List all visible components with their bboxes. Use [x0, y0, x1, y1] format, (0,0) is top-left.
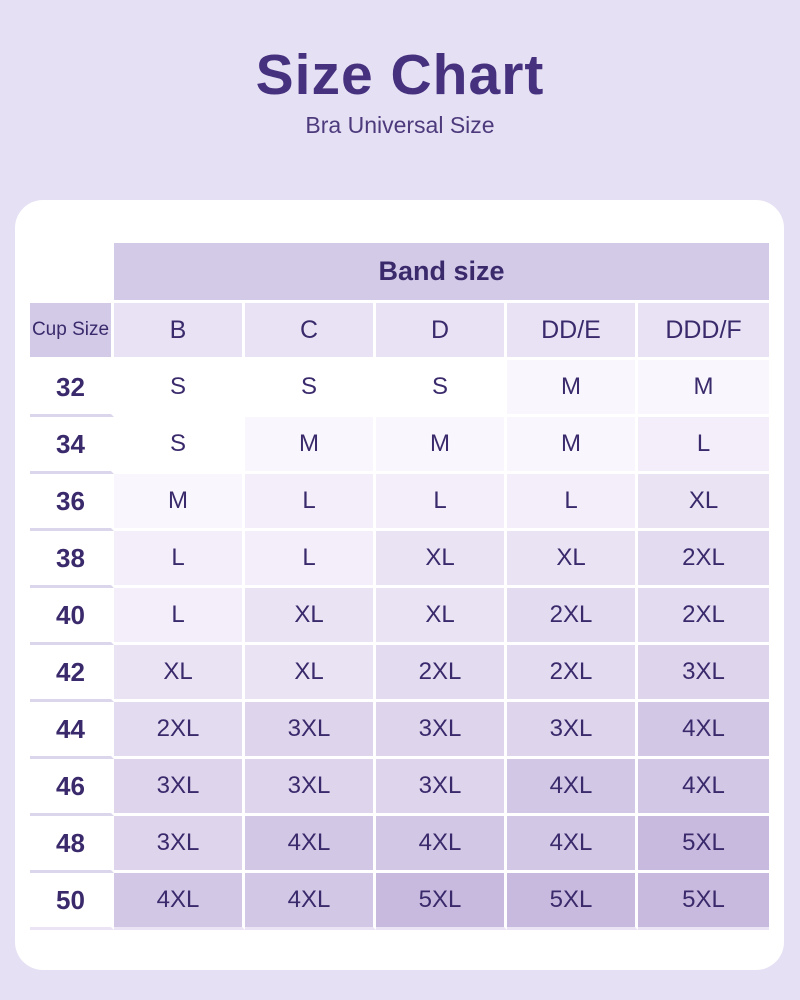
band-size-header: Band size	[114, 243, 769, 303]
cup-size-cell: 44	[30, 702, 114, 759]
size-cell: 3XL	[114, 816, 245, 873]
size-cell: XL	[376, 588, 507, 645]
size-cell: S	[376, 360, 507, 417]
size-cell: 5XL	[638, 816, 769, 873]
size-cell: S	[114, 360, 245, 417]
size-cell: 4XL	[638, 759, 769, 816]
size-cell: M	[507, 360, 638, 417]
size-cell: 4XL	[245, 816, 376, 873]
table-row	[30, 360, 769, 417]
size-cell: 3XL	[376, 759, 507, 816]
size-cell: 5XL	[638, 873, 769, 930]
size-cell: 4XL	[507, 759, 638, 816]
size-cell: L	[245, 474, 376, 531]
size-cell: L	[114, 588, 245, 645]
size-cell: 4XL	[114, 873, 245, 930]
size-cell: 3XL	[507, 702, 638, 759]
table-row	[30, 816, 769, 873]
table-row	[30, 873, 769, 930]
table-row	[30, 702, 769, 759]
size-cell: XL	[507, 531, 638, 588]
size-chart-table	[30, 243, 769, 930]
size-cell: XL	[376, 531, 507, 588]
size-cell: 3XL	[245, 759, 376, 816]
size-cell: 2XL	[507, 645, 638, 702]
size-cell: L	[376, 474, 507, 531]
size-cell: 2XL	[376, 645, 507, 702]
size-cell: M	[638, 360, 769, 417]
size-cell: 4XL	[245, 873, 376, 930]
page-subtitle: Bra Universal Size	[305, 111, 495, 138]
size-cell: 5XL	[507, 873, 638, 930]
size-cell: L	[638, 417, 769, 474]
cup-size-cell: 32	[30, 360, 114, 417]
size-cell: 4XL	[507, 816, 638, 873]
cup-size-cell: 34	[30, 417, 114, 474]
size-cell: XL	[245, 645, 376, 702]
band-column-d: D	[376, 303, 507, 360]
page-header	[0, 0, 800, 139]
size-cell: 4XL	[638, 702, 769, 759]
table-row	[30, 474, 769, 531]
size-cell: 2XL	[638, 531, 769, 588]
size-cell: 3XL	[638, 645, 769, 702]
table-row	[30, 645, 769, 702]
size-cell: L	[245, 531, 376, 588]
corner-cell	[30, 243, 114, 303]
size-cell: 5XL	[376, 873, 507, 930]
table-body	[30, 360, 769, 930]
size-cell: 4XL	[376, 816, 507, 873]
cup-size-cell: 50	[30, 873, 114, 930]
band-size-header-row	[30, 243, 769, 303]
size-cell: 2XL	[638, 588, 769, 645]
cup-size-cell: 48	[30, 816, 114, 873]
size-cell: 2XL	[114, 702, 245, 759]
table-row	[30, 588, 769, 645]
size-cell: XL	[245, 588, 376, 645]
band-column-ddd-f: DDD/F	[638, 303, 769, 360]
size-cell: M	[114, 474, 245, 531]
size-cell: M	[376, 417, 507, 474]
size-cell: M	[507, 417, 638, 474]
cup-size-cell: 46	[30, 759, 114, 816]
size-cell: L	[507, 474, 638, 531]
band-column-c: C	[245, 303, 376, 360]
size-cell: 3XL	[114, 759, 245, 816]
size-cell: M	[245, 417, 376, 474]
cup-size-cell: 42	[30, 645, 114, 702]
size-cell: XL	[114, 645, 245, 702]
cup-size-header: Cup Size	[30, 303, 114, 360]
band-column-dd-e: DD/E	[507, 303, 638, 360]
size-cell: S	[114, 417, 245, 474]
column-header-row	[30, 303, 769, 360]
cup-size-cell: 36	[30, 474, 114, 531]
cup-size-cell: 40	[30, 588, 114, 645]
size-chart-card	[15, 200, 784, 970]
band-column-b: B	[114, 303, 245, 360]
table-row	[30, 531, 769, 588]
size-cell: L	[114, 531, 245, 588]
table-row	[30, 759, 769, 816]
size-cell: 3XL	[376, 702, 507, 759]
table-row	[30, 417, 769, 474]
page-title: Size Chart	[255, 43, 545, 107]
cup-size-cell: 38	[30, 531, 114, 588]
size-cell: 2XL	[507, 588, 638, 645]
size-cell: XL	[638, 474, 769, 531]
size-cell: S	[245, 360, 376, 417]
size-cell: 3XL	[245, 702, 376, 759]
